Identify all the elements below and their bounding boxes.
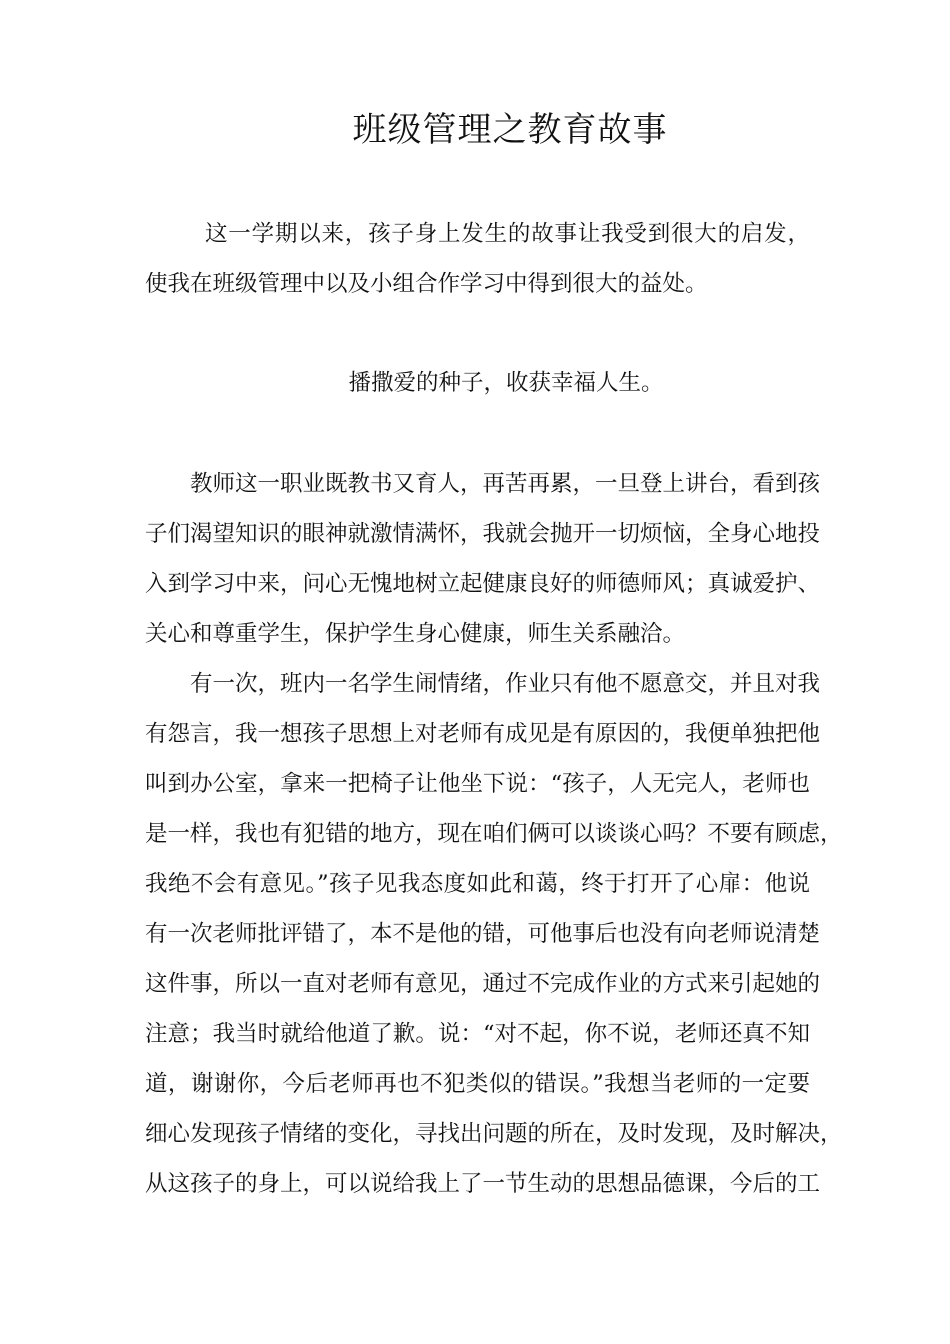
- paragraph2-line-2: 有怨言，我一想孩子思想上对老师有成见是有原因的，我便单独把他: [145, 721, 821, 747]
- paragraph2-line-6: 有一次老师批评错了，本不是他的错，可他事后也没有向老师说清楚: [145, 921, 821, 947]
- paragraph2-line-9: 道，谢谢你，今后老师再也不犯类似的错误。”我想当老师的一定要: [145, 1071, 810, 1097]
- document-title: 班级管理之教育故事: [352, 110, 668, 150]
- paragraph2-line-3: 叫到办公室，拿来一把椅子让他坐下说：“孩子，人无完人，老师也: [145, 771, 810, 797]
- paragraph2-line-1: 有一次，班内一名学生闹情绪，作业只有他不愿意交，并且对我: [190, 671, 821, 697]
- intro-line-2: 使我在班级管理中以及小组合作学习中得到很大的益处。: [145, 271, 708, 297]
- intro-line-1: 这一学期以来，孩子身上发生的故事让我受到很大的启发，: [205, 221, 810, 247]
- paragraph2-line-11: 从这孩子的身上，可以说给我上了一节生动的思想品德课，今后的工: [145, 1171, 821, 1197]
- paragraph1-line-2: 子们渴望知识的眼神就激情满怀，我就会抛开一切烦恼，全身心地投: [145, 521, 821, 547]
- paragraph2-line-8: 注意；我当时就给他道了歉。说：“对不起，你不说，老师还真不知: [145, 1021, 810, 1047]
- paragraph2-line-7: 这件事，所以一直对老师有意见，通过不完成作业的方式来引起她的: [145, 971, 821, 997]
- paragraph1-line-4: 关心和尊重学生，保护学生身心健康，师生关系融洽。: [145, 621, 686, 647]
- paragraph2-line-10: 细心发现孩子情绪的变化，寻找出问题的所在，及时发现，及时解决，: [145, 1121, 843, 1147]
- paragraph2-line-4: 是一样，我也有犯错的地方，现在咱们俩可以谈谈心吗？不要有顾虑，: [145, 821, 843, 847]
- paragraph2-line-5: 我绝不会有意见。”孩子见我态度如此和蔼，终于打开了心扉：他说: [145, 871, 810, 897]
- paragraph1-line-3: 入到学习中来，问心无愧地树立起健康良好的师德师风；真诚爱护、: [145, 571, 821, 597]
- section-subheading: 播撒爱的种子，收获幸福人生。: [348, 370, 664, 396]
- paragraph1-line-1: 教师这一职业既教书又育人，再苦再累，一旦登上讲台，看到孩: [190, 471, 821, 497]
